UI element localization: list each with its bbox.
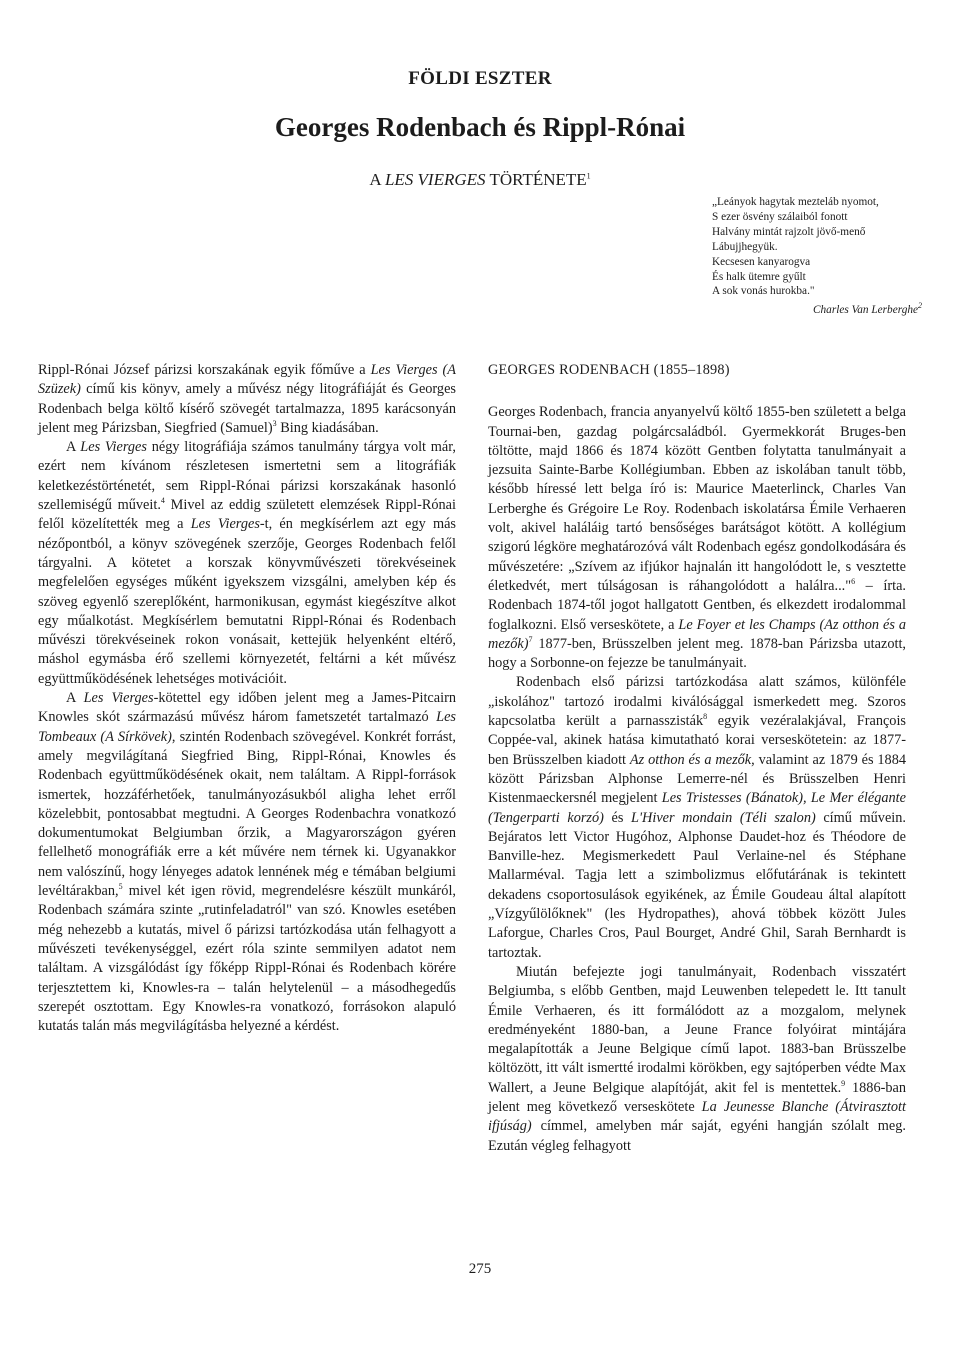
text-run: 1877-ben, Brüsszelben jelent meg. 1878-ban Párizsba utazott, hogy a Sorbonne-on fejezze be tanulmányait. <box>488 635 906 672</box>
epigraph-line: Halvány mintát rajzolt jövő-menő <box>712 225 866 238</box>
paragraph <box>38 361 456 438</box>
footnote-ref: 7 <box>528 635 533 645</box>
italic-title: Les Vierges <box>83 690 154 707</box>
text-run: A <box>66 439 81 456</box>
text-run: , szintén Rodenbach szövegével. Konkrét forrást, amely megvilágítaná Siegfried Bing, Rippl-Rónai, Knowles és Rodenbach együttműködésének okait, nem találtam. A Rippl-források ismertek, hozzáférhetőek, tanulmányozásukból aligha lehet erről közelebbit, pontosabbat megtudni. A Georges Rodenbachra vonatkozó dokumentumokat Belgiumban őrzik, a Magyarországon gyéren fellelhető monográfiák erre a két művére nem térnek ki. Ugyanakkor nem valószínű, hogy lényeges adatok lennének még e témában belgiumi levéltárakban, <box>38 728 456 900</box>
article-title: Georges Rodenbach és Rippl-Rónai <box>274 112 686 142</box>
text-run: Rippl-Rónai József párizsi korszakának egyik főműve a <box>38 362 371 378</box>
epigraph-line: „Leányok hagytak mezteláb nyomot, <box>712 196 879 208</box>
italic-title: Les Tombeaux (A Sírkövek) <box>38 709 456 745</box>
epigraph-line: A sok vonás hurokba." <box>712 285 815 298</box>
footnote-ref: 1 <box>586 171 591 181</box>
epigraph-attribution <box>712 303 952 318</box>
text-run: és <box>603 809 632 826</box>
text-run: Mivel az eddig született elemzések Rippl-Rónai felől közelítették meg a <box>38 497 456 533</box>
paragraph <box>488 673 906 962</box>
italic-title: Les Tristesses (Bánatok), Le Mer élégante (Tengerparti korzó) <box>488 790 906 826</box>
text-run: – írta. Rodenbach 1874-től jogot hallgatott Gentben, és elkezdett irodalommal foglalkozni. Első verseskötete, a <box>488 577 906 633</box>
footnote-ref: 3 <box>272 419 277 429</box>
text-run: Georges Rodenbach, francia anyanyelvű költő 1855-ben született a belga Tournai-ben, gazdag polgárcsaládból. Gyermekkorát Bruges-ben töltötte, majd 1866 és 1874 között Gentben folytatta tanulmányait a jezsuita Sainte-Barbe Kollégiumban. Ebben az iskolában tanult több, később híressé lett belga író is: Maurice Maeterlinck, Charles Van Lerberghe és Grégoire Le Roy. Rodenbach iskolatársa Émile Verhaeren volt, akivel haláláig tartó bensőséges barátságot kötött. A kollégium szigorú légköre meghatározóvá vált Rodenbach egész gondolkodására és művészetére: „Szívem az ifjúkor hajnalán itt hangolódott le, s vesztette életkedvét, mert túlságosan is ráhangolódott a halálra..." <box>488 404 906 594</box>
paragraph <box>38 689 456 1036</box>
section-heading: GEORGES RODENBACH (1855–1898) <box>488 362 730 378</box>
right-column <box>488 361 906 1156</box>
author-name: FÖLDI ESZTER <box>408 68 552 89</box>
italic-title: La Jeunesse Blanche (Átvirasztott ifjúság) <box>488 1098 906 1135</box>
left-column <box>38 361 456 1036</box>
text-run: címmel, amelyben már saját, egyéni hangján szólalt meg. Ezután végleg felhagyott <box>488 1118 906 1154</box>
text-run: négy litográfiája számos tanulmány tárgya volt már, ezért nem kívánom részletesen ismertetni sem a litográfiák keletkezéstörténetét, sem Rippl-Rónai párizsi korszakának hasonló szellemiségű műveit. <box>38 439 456 514</box>
subtitle-italic: LES VIERGES <box>384 170 486 189</box>
text-run: -kötettel egy időben jelent meg a James-Pitcairn Knowles skót származású művész három fametszetét tartalmazó <box>38 690 456 726</box>
italic-title: Les Vierges <box>80 439 147 456</box>
text-run: Miután befejezte jogi tanulmányait, Rodenbach visszatért Belgiumba, s előbb Gentben, majd Leuwenben telepedett le. Itt tanult Émile Verhaeren, és itt formálódott az a mozgalom, melynek eredményeként 1880-ban, a Jeune France folyóirat mintájára megalapították a Jeune Belgique című lapot. 1883-ban Brüsszelbe költözött, itt vált ismertté irodalmi körökben, egy sajtóperben védte Max Wallert, a Jeune Belgique alapítóját, akit fel is mentettek. <box>488 963 906 1096</box>
text-run: című kis könyv, amely a művész négy litográfiáját és Georges Rodenbach belga költő kísérő szövegét tartalmazza, 1895 karácsonyán jelent meg Párizsban, Siegfried (Samuel) <box>38 381 456 436</box>
footnote-ref: 4 <box>160 496 165 506</box>
text-run: -t, én megkísérlem azt egy más nézőpontból, a könyv szövegének szerzője, Georges Rodenbach felől tárgyalni. A kötetet a korszak könyvművészeti törekvéseinek megfelelően egységes műként igyekszem vizsgálni, amelyben kép és szöveg egyenlő szereplőként, harmonikusan, egymást kiegészítve alkot egy műalkotást. Megkísérlem bemutatni Rippl-Rónai és Rodenbach művészi törekvéseinek rokon vonásait, kettejük helyenként eltérő, máshol egymásba érő szellemi környezetét, feltárni a két művész együttműködésének lehetséges motivációit. <box>38 516 456 687</box>
text-run: Bing kiadásában. <box>276 419 379 436</box>
italic-title: L'Hiver mondain (Téli szalon) <box>631 809 816 826</box>
text-run: 1886-ban jelent meg következő verseskötete <box>488 1079 906 1115</box>
attribution-text: Charles Van Lerberghe <box>812 304 918 317</box>
text-run: , valamint az 1879 és 1884 között Párizsban Alphonse Lemerre-nél és Brüsszelben Henri Kistenmaeckersnél megjelent <box>488 751 907 807</box>
text-run: című művein. Bejáratos lett Victor Hugóhoz, Alphonse Daudet-hoz és Théodore de Banville-hez. Megismerkedett Paul Verlaine-nel és Stéphane Mallarméval. Tagja lett a szimbolizmus előfutárának is tekintett dekadens csoportosulások egyikének, az Émile Goudeau által alapított „Vízgyűlölőknek" (les Hydropathes), ahová többek között Jules Laforgue, Charles Cros, Paul Bourget, André Ghil, Sarah Bernhardt is tartoztak. <box>488 809 906 961</box>
footnote-ref: 6 <box>851 577 856 587</box>
italic-title: Les Vierges (A Szüzek) <box>38 362 456 398</box>
epigraph-line: S ezer ösvény szálaiból fonott <box>712 210 848 223</box>
page-number: 275 <box>468 1261 492 1277</box>
epigraph-line: Lábujjhegyük. <box>712 240 778 253</box>
text-run: mivel két igen rövid, megrendelésre készült munkáról, Rodenbach számára szinte „rutinfeladatról" van szó. Knowles esetében még nehezebb a kutatás, mivel ő párizsi tartózkodása után felhagyott a művészeti tevékenységgel, ezért róla szinte semmilyen adatot nem találtam. A vizsgálódást így főképp Rippl-Rónai és Rodenbach körére terjesztettem ki, Knowles-ra – talán helytelenül – a másodhegedűs szerepét osztottam. Egy Knowles-ra vonatkozó, forrásokon alapuló kutatás talán más megvilágításba helyezné a kérdést. <box>38 883 456 1035</box>
text-run: egyik vezéralakjával, François Coppée-val, akinek hatása kimutatható korai verseskötetein: az 1877-ben Brüsszelben kiadott <box>488 713 906 768</box>
article-subtitle <box>0 170 960 190</box>
italic-title: Le Foyer et les Champs (Az otthon és a mezők) <box>488 616 906 652</box>
paragraph <box>488 963 906 1156</box>
italic-title: Az otthon és a mezők <box>629 751 752 768</box>
paragraph <box>488 403 906 673</box>
footnote-ref: 8 <box>703 712 708 722</box>
epigraph <box>712 195 952 318</box>
subtitle-suffix: TÖRTÉNETE <box>485 170 587 189</box>
paragraph <box>38 438 456 689</box>
text-run: A <box>66 690 84 707</box>
italic-title: Les Vierges <box>190 516 260 533</box>
text-run: Rodenbach első párizsi tartózkodása alatt számos, különféle „iskolához" tartozó irodalmi kiválósággal ismerkedett meg. Szoros kapcsolatba került a parnasszisták <box>488 674 906 730</box>
footnote-ref: 5 <box>118 882 123 892</box>
epigraph-line: És halk ütemre gyűlt <box>712 270 806 283</box>
subtitle-prefix: A <box>369 170 385 189</box>
epigraph-line: Kecsesen kanyarogva <box>712 255 811 268</box>
footnote-ref: 2 <box>918 301 922 311</box>
footnote-ref: 9 <box>841 1078 846 1088</box>
